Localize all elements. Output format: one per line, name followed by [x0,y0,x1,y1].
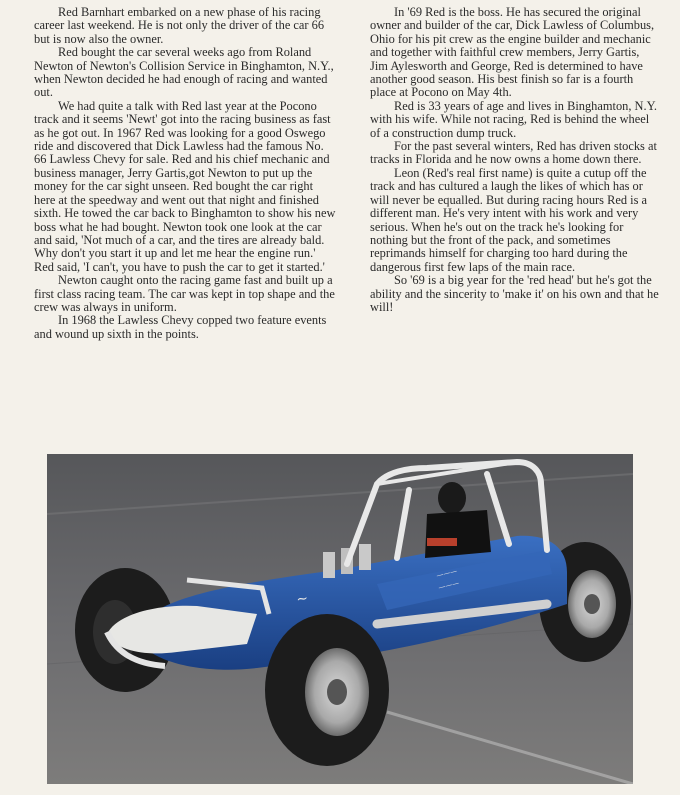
paragraph: We had quite a talk with Red last year at the Pocono track and it seems 'Newt' got into the racing business as fast as he got out. In 1967 Red was looking for a good Oswego ride and discovered that Dick Lawless had the famous No. 66 Lawless Chevy for sale. Red and his chief mechanic and business manager, Jerry Gartis,got Newton to put up the money for the car sight unseen. Red bought the car right here at the speedway and went out that night and finished sixth. He towed the car back to Binghamton to show his new boss what he had bought. Newton took one look at the car and said, 'Not much of a car, and the tires are already bald. Why don't you start it up and let me hear the engine run.' Red said, 'I can't, you have to push the car to get it started.' [34,98,336,274]
sprint-car-photo [47,454,633,784]
svg-text:———: ——— [435,567,458,580]
paragraph: For the past several winters, Red has driven stocks at tracks in Florida and he now owns a home down there. [370,139,657,167]
paragraph: Leon (Red's real first name) is quite a cutup off the track and has cultured a laugh the likes of which has or will never be equalled. But during racing hours Red is a different man. He's very intent with his work and very serious. When he's out on the track he's looking for nothing but the front of the pack, and sometimes reprimands himself for charging too hard during the dangerous first few laps of the main race. [370,165,647,274]
paragraph: Red Barnhart embarked on a new phase of his racing career last weekend. He is not only the driver of the car 66 but is now also the owner. [34,5,325,46]
svg-text:~: ~ [295,590,310,608]
paragraph: So '69 is a big year for the 'red head' but he's got the ability and the sincerity to 'make it' on his own and that he will! [370,273,659,314]
paragraph: Red is 33 years of age and lives in Binghamton, N.Y. with his wife. While not racing, Red is behind the wheel of a construction dump truck. [370,98,658,140]
sprint-car-illustration [47,454,633,784]
front-right-tire [265,614,389,766]
article-right-column [370,6,660,314]
paragraph: In 1968 the Lawless Chevy copped two feature events and wound up sixth in the points. [34,313,327,341]
article-left-column [34,6,336,341]
paragraph: In '69 Red is the boss. He has secured the original owner and builder of the car, Dick Lawless of Columbus, Ohio for his pit crew as the engine builder and mechanic and together with faithful crew members, Jerry Gartis, Jim Aylesworth and George, Red is determined to have another good season. His best finish so far is a fourth place at Pocono on May 4th. [370,5,655,100]
paragraph: Red bought the car several weeks ago from Roland Newton of Newton's Collision Service in Binghamton, N.Y., when Newton decided he had enough of racing and wanted out. [34,45,334,100]
paragraph: Newton caught onto the racing game fast and built up a first class racing team. The car was kept in top shape and the crew was always in uniform. [34,273,335,314]
svg-text:———: ——— [437,579,460,592]
